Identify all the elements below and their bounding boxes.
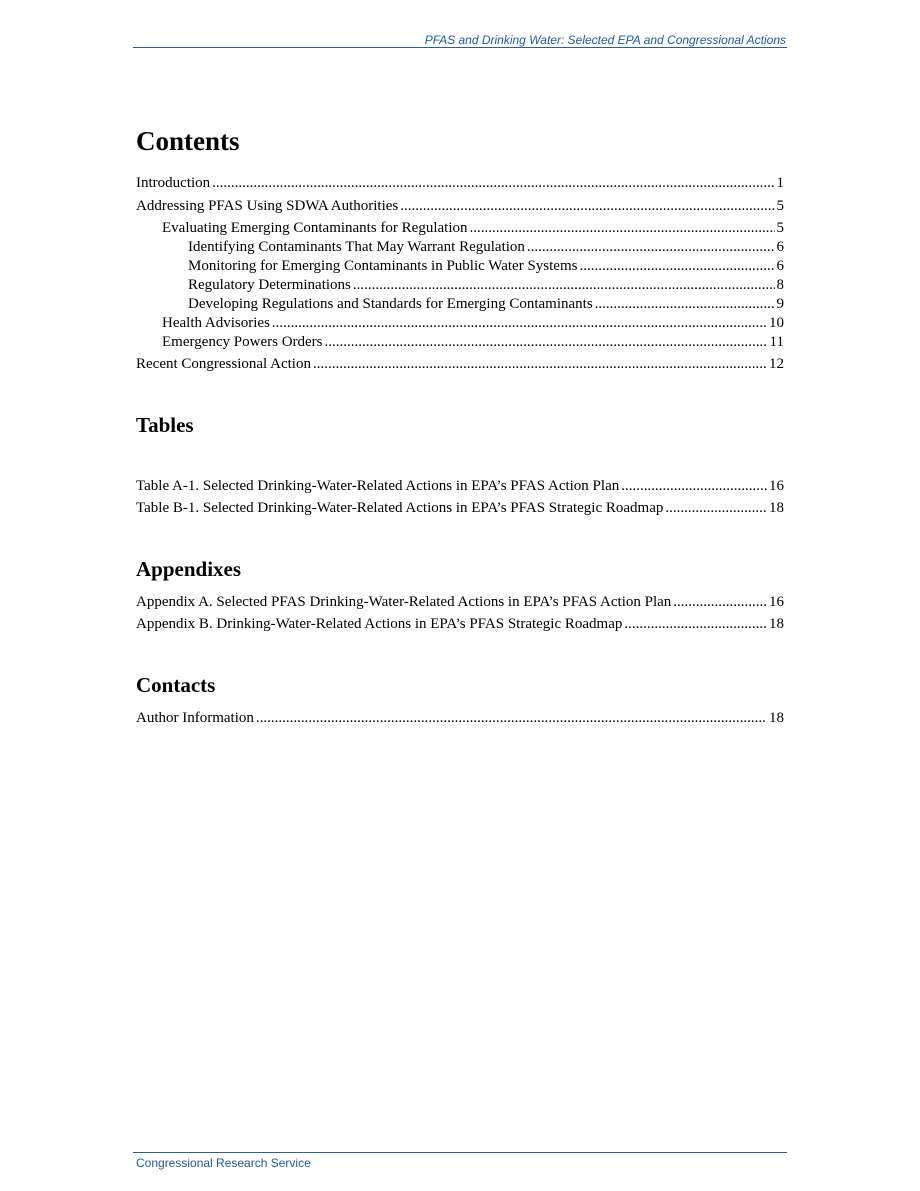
dot-leader <box>665 499 767 518</box>
dot-leader <box>212 174 774 193</box>
toc-entry-developing-regulations[interactable] <box>136 295 784 314</box>
toc-entry-title: Monitoring for Emerging Contaminants in Public Water Systems <box>188 258 578 274</box>
toc-entry-page: 11 <box>769 334 784 350</box>
toc-entry-addressing-pfas[interactable] <box>136 197 784 216</box>
toc-entry-health-advisories[interactable] <box>136 314 784 333</box>
footer-rule <box>133 1152 787 1153</box>
dot-leader <box>527 238 775 257</box>
toc-entry-page: 10 <box>769 315 784 331</box>
toc-entry-title: Identifying Contaminants That May Warrant Regulation <box>188 239 525 255</box>
toc-entry-title: Addressing PFAS Using SDWA Authorities <box>136 198 399 214</box>
toc-entry-page: 5 <box>776 198 784 214</box>
toc-entry-appendix-b[interactable] <box>136 615 784 634</box>
toc-entry-page: 9 <box>776 296 784 312</box>
toc-entry-author-information[interactable] <box>136 709 784 728</box>
toc-entry-title: Appendix A. Selected PFAS Drinking-Water-Related Actions in EPA’s PFAS Action Plan <box>136 594 672 610</box>
toc-entry-identifying-contaminants[interactable] <box>136 238 784 257</box>
header-rule <box>133 47 787 48</box>
toc-entry-table-a1[interactable] <box>136 477 784 496</box>
dot-leader <box>624 615 767 634</box>
dot-leader <box>313 355 767 374</box>
dot-leader <box>256 709 767 728</box>
toc-entry-table-b1[interactable] <box>136 499 784 518</box>
dot-leader <box>470 219 775 238</box>
toc-entry-title: Emergency Powers Orders <box>162 334 323 350</box>
toc-entry-appendix-a[interactable] <box>136 593 784 612</box>
dot-leader <box>673 593 767 612</box>
toc-entry-title: Recent Congressional Action <box>136 356 311 372</box>
toc-entry-title: Health Advisories <box>162 315 270 331</box>
toc-entry-page: 18 <box>769 616 784 632</box>
toc-entry-page: 18 <box>769 710 784 726</box>
dot-leader <box>272 314 767 333</box>
toc-entry-page: 12 <box>769 356 784 372</box>
toc-entry-regulatory-determinations[interactable] <box>136 276 784 295</box>
toc-entry-title: Introduction <box>136 175 211 191</box>
toc-entry-page: 16 <box>769 478 784 494</box>
toc-entry-title: Appendix B. Drinking-Water-Related Actions in EPA’s PFAS Strategic Roadmap <box>136 616 623 632</box>
dot-leader <box>400 197 774 216</box>
toc-entry-page: 1 <box>776 175 784 191</box>
dot-leader <box>579 257 774 276</box>
footer-text: Congressional Research Service <box>136 1156 311 1170</box>
appendixes-heading: Appendixes <box>136 557 242 581</box>
contacts-heading: Contacts <box>136 673 216 697</box>
dot-leader <box>325 333 768 352</box>
toc-entry-introduction[interactable] <box>136 174 784 193</box>
toc-entry-title: Table B-1. Selected Drinking-Water-Related Actions in EPA’s PFAS Strategic Roadmap <box>136 500 664 516</box>
contents-heading: Contents <box>136 126 240 156</box>
toc-entry-title: Regulatory Determinations <box>188 277 351 293</box>
dot-leader <box>353 276 775 295</box>
toc-entry-monitoring-contaminants[interactable] <box>136 257 784 276</box>
toc-entry-title: Author Information <box>136 710 254 726</box>
dot-leader <box>595 295 775 314</box>
running-head: PFAS and Drinking Water: Selected EPA and Congressional Actions <box>424 33 786 47</box>
toc-entry-page: 6 <box>776 258 784 274</box>
toc-entry-page: 16 <box>769 594 784 610</box>
toc-entry-emergency-powers[interactable] <box>136 333 784 352</box>
toc-entry-title: Table A-1. Selected Drinking-Water-Related Actions in EPA’s PFAS Action Plan <box>136 478 620 494</box>
toc-entry-page: 5 <box>776 220 784 236</box>
toc-entry-page: 8 <box>776 277 784 293</box>
dot-leader <box>621 477 767 496</box>
toc-entry-recent-congressional-action[interactable] <box>136 355 784 374</box>
toc-entry-page: 6 <box>776 239 784 255</box>
toc-entry-title: Developing Regulations and Standards for Emerging Contaminants <box>188 296 593 312</box>
toc-entry-evaluating-contaminants[interactable] <box>136 219 784 238</box>
tables-heading: Tables <box>136 413 194 437</box>
toc-entry-title: Evaluating Emerging Contaminants for Regulation <box>162 220 468 236</box>
toc-entry-page: 18 <box>769 500 784 516</box>
